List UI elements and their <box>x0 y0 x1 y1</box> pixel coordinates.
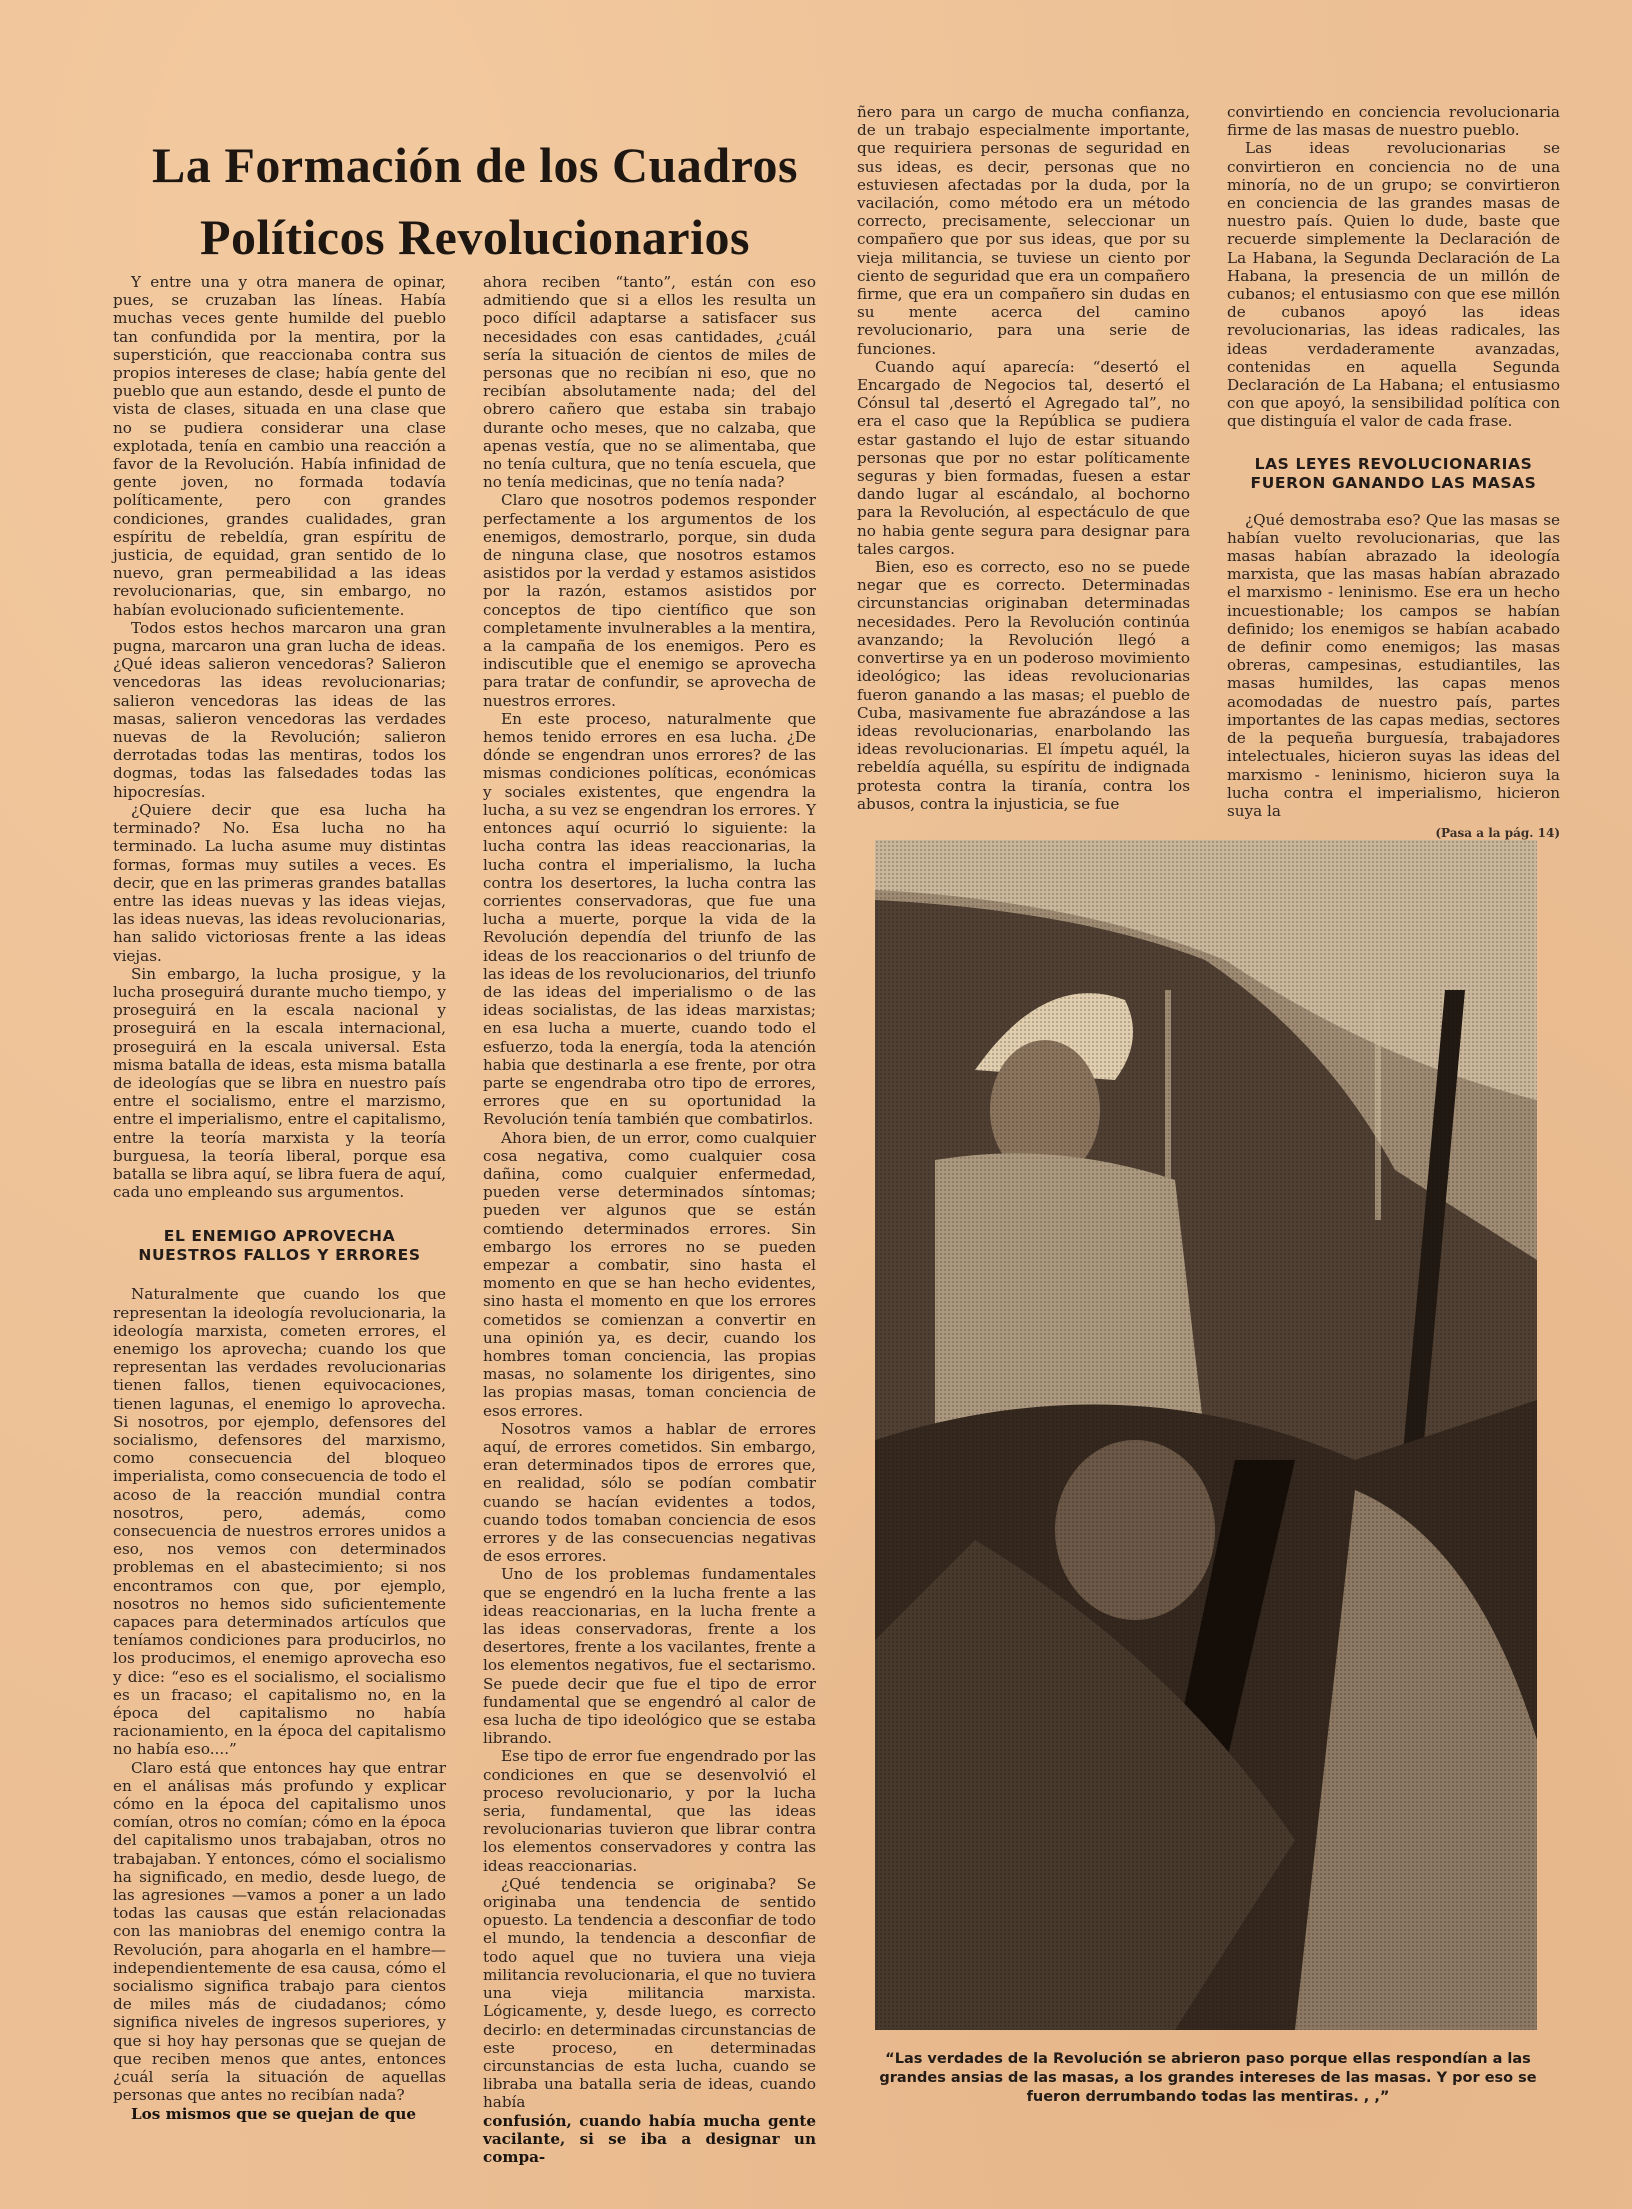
article-title <box>95 129 855 273</box>
section-subhead <box>113 1227 446 1265</box>
subhead-line-1: LAS LEYES REVOLUCIONARIAS <box>1254 454 1533 473</box>
paragraph: Todos estos hechos marcaron una gran pugna, marcaron una gran lucha de ideas. ¿Qué ideas salieron vencedoras? Salieron vencedoras las ideas revolucionarias; salieron vencedoras las ideas de las masas, salieron vencedoras las verdades nuevas de la Revolución; salieron derrotadas todas las mentiras, todos los dogmas, todas las falsedades todas las hipocresías. <box>113 618 446 801</box>
paragraph: Y entre una y otra manera de opinar, pues, se cruzaban las líneas. Había muchas veces gente humilde del pueblo tan confundida por la mentira, por la superstición, que reaccionaba contra sus propios intereses de clase; había gente del pueblo que aun estando, desde el punto de vista de clases, situada en una clase que no se pudiera considerar una clase explotada, tenía en cambio una reacción a favor de la Revolución. Había infinidad de gente joven, no formada todavía políticamente, pero con grandes condiciones, grandes cualidades, gran espíritu de rebeldía, gran espíritu de justicia, de equidad, gran sentido de lo nuevo, gran permeabilidad a las ideas revolucionarias, que, sin embargo, no habían evolucionado suficientemente. <box>113 273 446 619</box>
column-3 <box>857 103 1190 813</box>
title-line-2: Políticos Revolucionarios <box>200 208 750 265</box>
paragraph: En este proceso, naturalmente que hemos tenido errores en esa lucha. ¿De dónde se engendran unos errores? de las mismas condiciones políticas, económicas y sociales existentes, que engendra la lucha, a su vez se engendran los errores. Y entonces aquí ocurrió lo siguiente: la lucha contra las ideas reaccionarias, la lucha contra el imperialismo, la lucha contra los desertores, la lucha contra las corrientes conservadoras, que fue una lucha a muerte, porque la vida de la Revolución dependía del triunfo de las ideas de los reaccionarios o del triunfo de las ideas de los revolucionarios, del triunfo de las ideas del imperialismo o de las ideas socialistas, de las ideas marxistas; en esa lucha a muerte, cuando todo el esfuerzo, toda la energía, toda la atención habia que destinarla a ese frente, por otra parte se engendraba otro tipo de errores, errores que en su oportunidad la Revolución tenía también que combatirlos. <box>483 709 816 1129</box>
paragraph: Naturalmente que cuando los que representan la ideología revolucionaria, la ideología marxista, cometen errores, el enemigo los aprovecha; cuando los que representan las verdades revolucionarias tienen fallos, tienen equivocaciones, tienen lagunas, el enemigo lo aprovecha. Si nosotros, por ejemplo, defensores del socialismo, defensores del marxismo, como consecuencia del bloqueo imperialista, como consecuencia de todo el acoso de la reacción mundial contra nosotros, pero, además, como consecuencia de nuestros errores unidos a eso, nos vemos con determinados problemas en el abastecimiento; si nos encontramos con que, por ejemplo, nosotros no hemos sido suficientemente capaces para determinados artículos que teníamos condiciones para producirlos, no los producimos, el enemigo aprovecha eso y dice: “eso es el socialismo, el socialismo es un fracaso; el capitalismo no, en la época del capitalismo no había racionamiento, en la época del capitalismo no había eso....” <box>113 1285 446 1759</box>
paragraph: Ese tipo de error fue engendrado por las condiciones en que se desenvolvió el proceso revolucionario, y por la lucha seria, fundamental, que las ideas revolucionarias tuvieron que librar contra los elementos conservadores y contra las ideas reaccionarias. <box>483 1747 816 1875</box>
paragraph: Claro que nosotros podemos responder perfectamente a los argumentos de los enemigos, demostrarlo, porque, sin duda de ninguna clase, que nosotros estamos asistidos por la verdad y estamos asistidos por la razón, estamos asistidos por conceptos de tipo científico que son completamente invulnerables a la mentira, a la campaña de los enemigos. Pero es indiscutible que el enemigo se aprovecha para tratar de confundir, se aprovecha de nuestros errores. <box>483 491 816 710</box>
photo-image-icon <box>875 840 1537 2030</box>
paragraph: ñero para un cargo de mucha confianza, de un trabajo especialmente importante, que requiriera personas de seguridad en sus ideas, es decir, personas que no estuviesen afectadas por la duda, por la vacilación, como método era un método correcto, precisamente, seleccionar un compañero que por sus ideas, que por su vieja militancia, se tuviese un ciento por ciento de seguridad que era un compañero firme, que era un compañero sin dudas en su mente acerca del camino revolucionario, para una serie de funciones. <box>857 103 1190 358</box>
paragraph: Uno de los problemas fundamentales que se engendró en la lucha frente a las ideas reaccionarias, en la lucha frente a las ideas conservadoras, frente a los desertores, frente a los vacilantes, frente a los elementos negativos, fue el sectarismo. Se puede decir que fue el tipo de error fundamental que se engendró al calor de esa lucha de tipo ideológico que se estaba librando. <box>483 1565 816 1748</box>
paragraph-tail: confusión, cuando había mucha gente vacilante, si se iba a designar un compa- <box>483 2111 816 2166</box>
paragraph: Las ideas revolucionarias se convirtieron en conciencia no de una minoría, no de un grupo; se convirtieron en conciencia de las grandes masas de nuestro país. Quien lo dude, baste que recuerde simplemente la Declaración de La Habana, la Segunda Declaración de La Habana, la presencia de un millón de cubanos; el entusiasmo con que ese millón de cubanos apoyó las ideas revolucionarias, las ideas radicales, las ideas verdaderamente avanzadas, contenidas en aquella Segunda Declaración de La Habana; el entusiasmo con que apoyó, la sensibilidad política con que distinguía el valor de cada frase. <box>1227 139 1560 431</box>
subhead-line-2: NUESTROS FALLOS Y ERRORES <box>138 1246 421 1265</box>
paragraph: Cuando aquí aparecía: “desertó el Encargado de Negocios tal, desertó el Cónsul tal ,desertó el Agregado tal”, no era el caso que la República se pudiera estar gastando el lujo de estar situando personas que por no estar políticamente seguras y bien formadas, fuesen a estar dando lugar al escándalo, al bochorno para la Revolución, al espectáculo de que no habia gente segura para designar para tales cargos. <box>857 357 1190 558</box>
column-2 <box>483 273 816 2166</box>
paragraph: convirtiendo en conciencia revolucionaria firme de las masas de nuestro pueblo. <box>1227 103 1560 140</box>
section-subhead <box>1227 455 1560 493</box>
column-4 <box>1227 103 1560 842</box>
paragraph: Nosotros vamos a hablar de errores aquí, de errores cometidos. Sin embargo, eran determinados tipos de errores que, en realidad, sólo se podían combatir cuando se hacían evidentes a todos, cuando todos tomaban conciencia de esos errores y de las consecuencias negativas de esos errores. <box>483 1419 816 1566</box>
paragraph: ¿Quiere decir que esa lucha ha terminado? No. Esa lucha no ha terminado. La lucha asume muy distintas formas, formas muy sutiles a veces. Es decir, que en las primeras grandes batallas entre las ideas nuevas y las ideas viejas, las ideas nuevas, las ideas revolucionarias, han salido victoriosas frente a las ideas viejas. <box>113 800 446 965</box>
subhead-line-1: EL ENEMIGO APROVECHA <box>163 1227 396 1246</box>
column-1 <box>113 273 446 2123</box>
continued-note: (Pasa a la pág. 14) <box>1435 826 1560 841</box>
guerrilla-photo <box>875 840 1537 2030</box>
title-line-1: La Formación de los Cuadros <box>152 136 798 193</box>
paragraph: Ahora bien, de un error, como cualquier cosa negativa, como cualquier cosa dañina, como cualquier enfermedad, pueden verse determinados síntomas; pueden ver algunos que se están comtiendo determinados errores. Sin embargo los errores no se pueden empezar a combatir, sino hasta el momento en que se han hecho evidentes, sino hasta el momento en que los errores cometidos se comienzan a convertir en una opinión ya, es decir, cuando los hombres toman conciencia, las propias masas, no solamente los dirigentes, sino las propias masas, toman conciencia de esos errores. <box>483 1128 816 1420</box>
paragraph: Claro está que entonces hay que entrar en el análisas más profundo y explicar cómo en la época del capitalismo unos comían, otros no comían; cómo en la época del capitalismo unos trabajaban, otros no trabajaban. Y entonces, cómo el socialismo ha significado, en medio, desde luego, de las agresiones —vamos a poner a un lado todas las causas que están relacionadas con las maniobras del enemigo contra la Revolución, para ahogarla en el hambre— independientemente de esa causa, cómo el socialismo significa trabajo para cientos de miles más de ciudadanos; cómo significa niveles de ingresos superiores, y que si hoy hay personas que se quejan de que reciben menos que antes, entonces ¿cuál sería la situación de aquellas personas que antes no recibían nada? <box>113 1758 446 2105</box>
paragraph: Bien, eso es correcto, eso no se puede negar que es correcto. Determinadas circunstancias originaban determinadas necesidades. Pero la Revolución continúa avanzando; la Revolución llegó a convertirse ya en un poderoso movimiento ideológico; las ideas revolucionarias fueron ganando a las masas; el pueblo de Cuba, masivamente fue abrazándose a las ideas revolucionarias, enarbolando las ideas revolucionarias. El ímpetu aquél, la rebeldía aquélla, su espíritu de indignada protesta contra la tiranía, contra los abusos, contra la injusticia, se fue <box>857 558 1190 813</box>
subhead-line-2: FUERON GANANDO LAS MASAS <box>1250 473 1537 492</box>
paragraph: ahora reciben “tanto”, están con eso admitiendo que si a ellos les resulta un poco difícil adaptarse a satisfacer sus necesidades con esas cantidades, ¿cuál sería la situación de cientos de miles de personas que no recibían ni eso, que no recibían absolutamente nada; del del obrero cañero que estaba sin trabajo durante ocho meses, que no calzaba, que apenas vestía, que no se alimentaba, que no tenía cultura, que no tenía escuela, que no tenía medicinas, que no tenía nada? <box>483 273 816 492</box>
paragraph: ¿Qué tendencia se originaba? Se originaba una tendencia de sentido opuesto. La tendencia a desconfiar de todo el mundo, la tendencia a desconfiar de todo aquel que no tuviera una vieja militancia revolucionaria, el que no tuviera una vieja militancia marxista. Lógicamente, y, desde luego, es correcto decirlo: en determinadas circunstancias de este proceso, en determinadas circunstancias de esta lucha, cuando se libraba una batalla seria de ideas, cuando había <box>483 1874 816 2112</box>
paragraph-tail: Los mismos que se quejan de que <box>131 2104 417 2123</box>
paragraph: Sin embargo, la lucha prosigue, y la lucha proseguirá durante mucho tiempo, y proseguirá en la escala nacional y proseguirá en la escala internacional, proseguirá en la escala universal. Esta misma batalla de ideas, esta misma batalla de ideologías que se libra en nuestro país entre el socialismo, entre el marzismo, entre el imperialismo, entre el capitalismo, entre la teoría marxista y la teoría burguesa, la teoría liberal, porque esa batalla se libra aquí, se libra fuera de aquí, cada uno empleando sus argumentos. <box>113 964 446 1202</box>
paragraph: ¿Qué demostraba eso? Que las masas se habían vuelto revolucionarias, que las masas habían abrazado la ideología marxista, que las masas habían abrazado el marxismo - leninismo. Ese era un hecho incuestionable; los campos se habían definido; los enemigos se habían acabado de definir como enemigos; las masas obreras, campesinas, estudiantiles, las masas humildes, las capas menos acomodadas de nuestro país, partes importantes de las capas medias, sectores de la pequeña burguesía, trabajadores intelectuales, hicieron suyas las ideas del marxismo - leninismo, hicieron suya la lucha contra el imperialismo, hicieron suya la <box>1227 510 1560 820</box>
photo-caption: “Las verdades de la Revolución se abrieron paso porque ellas respondían a las grandes ansias de las masas, a los grandes intereses de las masas. Y por eso se fueron derrumbando todas las mentiras. , ,” <box>879 2051 1537 2105</box>
